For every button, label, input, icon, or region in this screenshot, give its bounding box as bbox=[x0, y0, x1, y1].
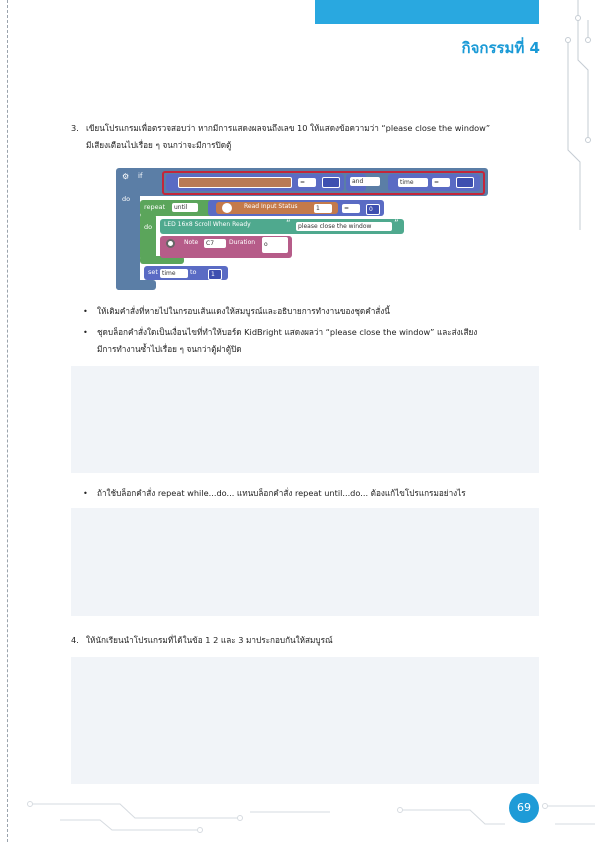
bullet-text: มีการทำงานซ้ำไปเรื่อย ๆ จนกว่าตู้ฝาตู้ปิด bbox=[97, 344, 242, 354]
bullet-text: ถ้าใช้บล็อกคำสั่ง repeat while...do... แทนบล็อกคำสั่ง repeat until...do... ต้องแก้ไขโปรแกรมอย่างไร bbox=[97, 488, 466, 498]
header-accent-bar bbox=[315, 0, 539, 24]
until-dropdown[interactable]: until bbox=[172, 203, 198, 212]
bullet-item bbox=[83, 303, 542, 320]
eq-dropdown[interactable]: = bbox=[432, 178, 450, 187]
question-line: เขียนโปรแกรมเพื่อตรวจสอบว่า หากมีการแสดงผลจนถึงเลข 10 ให้แสดงข้อความว่า “please close the window” bbox=[86, 123, 491, 133]
repeat-until-spine bbox=[140, 214, 156, 260]
page-number-badge: 69 bbox=[509, 793, 539, 823]
question-line: ให้นักเรียนนำโปรแกรมที่ได้ในข้อ 1 2 และ 3 มาประกอบกันให้สมบูรณ์ bbox=[86, 635, 333, 645]
read-input-label: Read Input Status bbox=[244, 203, 298, 210]
empty-slot-right bbox=[322, 177, 340, 188]
set-value-field[interactable]: 1 bbox=[208, 269, 222, 280]
bullet-item bbox=[83, 324, 542, 358]
bullet-dot: • bbox=[83, 306, 88, 316]
bullet-text: ให้เติมคำสั่งที่หายไปในกรอบเส้นแดงให้สมบูรณ์และอธิบายการทำงานของชุดคำสั่งนี้ bbox=[97, 306, 390, 316]
bullet-dot: • bbox=[83, 327, 88, 337]
quote-open: “ bbox=[286, 219, 291, 229]
and-dropdown[interactable]: and bbox=[350, 177, 380, 186]
zero-value-field[interactable]: 0 bbox=[366, 204, 380, 215]
led-label: LED 16x8 Scroll When Ready bbox=[164, 221, 251, 228]
question-number: 3. bbox=[71, 123, 79, 133]
empty-slot-left bbox=[178, 177, 292, 188]
duration-dropdown[interactable]: o bbox=[262, 237, 288, 253]
question-4 bbox=[71, 632, 541, 649]
led-text-field[interactable]: please close the window bbox=[296, 222, 392, 231]
repeat-label: repeat bbox=[144, 203, 166, 211]
time-variable-dropdown[interactable]: time bbox=[160, 269, 188, 278]
switch-icon bbox=[222, 203, 232, 213]
block-program bbox=[116, 168, 491, 290]
circuit-decoration-top bbox=[560, 0, 595, 230]
time-variable-dropdown[interactable]: time bbox=[398, 178, 428, 187]
note-label: Note bbox=[184, 239, 199, 246]
activity-title: กิจกรรมที่ 4 bbox=[461, 39, 540, 57]
input-channel-dropdown[interactable]: 1 bbox=[314, 204, 332, 213]
gear-icon: ⚙ bbox=[122, 172, 130, 181]
answer-box[interactable] bbox=[71, 366, 539, 473]
question-number: 4. bbox=[71, 635, 79, 645]
question-3 bbox=[71, 120, 541, 154]
if-label: if bbox=[138, 172, 143, 180]
if-block-spine bbox=[116, 188, 140, 290]
speaker-icon bbox=[166, 239, 175, 248]
duration-label: Duration bbox=[229, 239, 256, 246]
if-block-bottom bbox=[116, 280, 156, 290]
answer-box[interactable] bbox=[71, 508, 539, 616]
answer-box[interactable] bbox=[71, 657, 539, 784]
note-dropdown[interactable]: C7 bbox=[204, 239, 226, 248]
set-label: set bbox=[148, 268, 158, 276]
eq-dropdown[interactable]: = bbox=[342, 204, 360, 213]
left-margin-dashed-line bbox=[7, 0, 8, 842]
to-label: to bbox=[190, 268, 197, 276]
do-label: do bbox=[122, 195, 131, 203]
quote-close: ” bbox=[394, 219, 399, 229]
bullet-item bbox=[83, 485, 542, 502]
bullet-dot: • bbox=[83, 488, 88, 498]
eq-dropdown[interactable]: = bbox=[298, 178, 316, 187]
circuit-decoration-bottom bbox=[0, 790, 595, 842]
empty-slot-right bbox=[456, 177, 474, 188]
question-line: มีเสียงเตือนไปเรื่อย ๆ จนกว่าจะมีการปิดตู้ bbox=[86, 140, 232, 150]
do-label: do bbox=[144, 223, 153, 231]
bullet-text: ชุดบล็อกคำสั่งใดเป็นเงื่อนไขที่ทำให้บอร์ด KidBright แสดงผลว่า “please close the window” และส่งเสียง bbox=[97, 327, 478, 337]
